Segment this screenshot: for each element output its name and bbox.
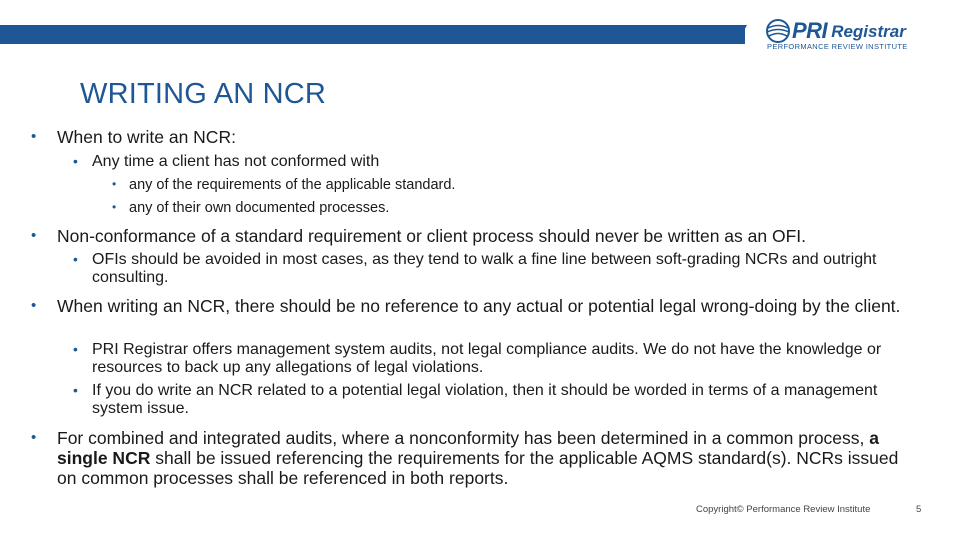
bullet-dot: • (112, 177, 117, 191)
logo-pri-text: PRI (792, 18, 828, 43)
page-number: 5 (916, 504, 922, 515)
bullet-dot: • (73, 251, 78, 267)
bullet-when-to-write: • When to write an NCR: (31, 127, 236, 147)
single-ncr-emphasis: a single NCR (57, 428, 880, 468)
bullet-dot: • (73, 153, 78, 169)
bullet-ofis: • OFIs should be avoided in most cases, as they tend to walk a fine line between soft-grading NCRs and outright consulting. (73, 251, 877, 286)
logo-subtitle: PERFORMANCE REVIEW INSTITUTE (767, 42, 908, 51)
bullet-dot: • (31, 429, 37, 446)
bullet-requirements: • any of the requirements of the applicable standard. (112, 177, 456, 193)
bullet-management-audits: • PRI Registrar offers management system audits, not legal compliance audits. We do not have the knowledge or resources to back up any allegations of legal violations. (73, 341, 882, 376)
bullet-dot: • (31, 227, 37, 244)
bullet-dot: • (73, 382, 78, 398)
slide-title: WRITING AN NCR (80, 78, 327, 110)
pri-registrar-logo (765, 18, 935, 54)
bullet-legal: • When writing an NCR, there should be no reference to any actual or potential legal wrong-doing by the client. (31, 296, 901, 316)
bullet-dot: • (31, 128, 37, 145)
header-band (0, 25, 745, 44)
bullet-dot: • (31, 297, 37, 314)
bullet-dot: • (112, 200, 117, 214)
bullet-documented-processes: • any of their own documented processes. (112, 200, 390, 216)
bullet-any-time: • Any time a client has not conformed with (73, 153, 380, 170)
footer-copyright: Copyright© Performance Review Institute (696, 504, 871, 515)
bullet-legal-violation: • If you do write an NCR related to a potential legal violation, then it should be worded in terms of a management system issue. (73, 382, 878, 417)
globe-icon (765, 18, 791, 44)
bullet-combined-audits: • For combined and integrated audits, where a nonconformity has been determined in a common process, a single NCR shall be issued referencing the requirements for the applicable AQMS standard(s). NCRs issued on common processes shall be referenced in both reports. (31, 428, 899, 488)
header-band-slant (737, 25, 747, 44)
bullet-non-conformance: • Non-conformance of a standard requirement or client process should never be written as an OFI. (31, 226, 806, 246)
bullet-dot: • (73, 341, 78, 357)
logo-registrar-text: Registrar (831, 22, 906, 41)
